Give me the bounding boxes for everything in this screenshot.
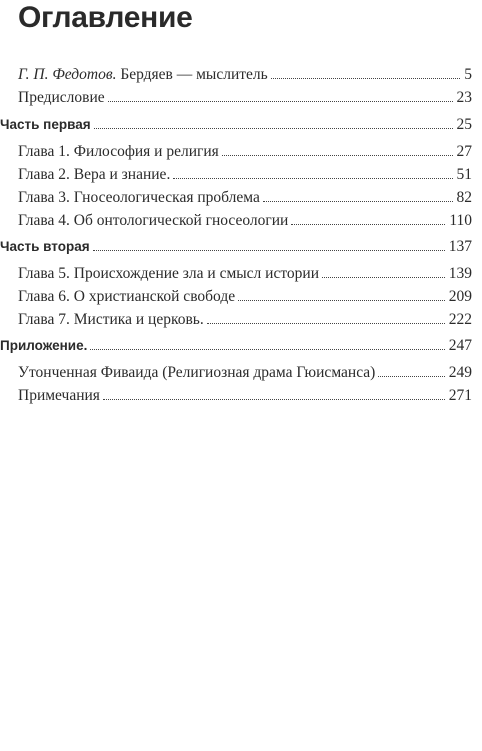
toc-entry-chapter-6[interactable] (18, 287, 472, 307)
toc-entry-chapter-7[interactable] (18, 310, 472, 330)
toc-page-number: 51 (456, 166, 472, 183)
toc-page-number: 247 (448, 337, 472, 354)
dot-leader (93, 250, 445, 251)
toc-entry-title: Утонченная Фиваида (Религиозная драма Гюисманса) (18, 364, 376, 381)
dot-leader (103, 399, 445, 400)
toc-entry-chapter-4[interactable] (18, 211, 472, 231)
dot-leader (207, 323, 445, 324)
toc-entry-chapter-5[interactable] (18, 264, 472, 284)
toc-entry-title: Глава 4. Об онтологической гносеологии (18, 212, 289, 229)
dot-leader (90, 349, 444, 350)
dot-leader (263, 201, 453, 202)
dot-leader (271, 78, 461, 79)
dot-leader (378, 376, 444, 377)
page-title: Оглавление (18, 1, 193, 34)
toc-entry-title: Предисловие (18, 89, 105, 106)
toc-page-number: 222 (448, 311, 472, 328)
toc-entry-thebaid[interactable] (18, 363, 472, 383)
dot-leader (322, 277, 445, 278)
toc-part-title: Часть вторая (0, 239, 90, 254)
toc-entry-chapter-2[interactable] (18, 165, 472, 185)
dot-leader (222, 155, 453, 156)
toc-entry-chapter-1[interactable] (18, 142, 472, 162)
toc-entry-chapter-3[interactable] (18, 188, 472, 208)
toc-entry-fedotov[interactable] (18, 65, 472, 85)
toc-page-number: 23 (456, 89, 472, 106)
toc-entry-title: Примечания (18, 387, 100, 404)
toc-entry-title: Глава 6. О христианской свободе (18, 288, 236, 305)
toc-entry-title: Глава 1. Философия и религия (18, 143, 219, 160)
toc-entry-title: Глава 7. Мистика и церковь. (18, 311, 204, 328)
toc-page-number: 25 (456, 116, 472, 133)
toc-page-number: 27 (456, 143, 472, 160)
toc-part-title: Приложение. (0, 338, 88, 353)
toc-entry-title: Бердяев — мыслитель (116, 66, 268, 83)
toc-entry-preface[interactable] (18, 88, 472, 108)
dot-leader (94, 128, 453, 129)
toc-entry-title: Глава 5. Происхождение зла и смысл истории (18, 265, 319, 282)
toc-page-number: 5 (464, 66, 472, 83)
toc-page-number: 209 (448, 288, 472, 305)
toc-page-number: 137 (448, 238, 472, 255)
dot-leader (291, 224, 445, 225)
toc-entry-title: Глава 3. Гносеологическая проблема (18, 189, 260, 206)
toc-part-two[interactable] (0, 237, 472, 257)
toc-page-number: 249 (448, 364, 472, 381)
dot-leader (108, 101, 453, 102)
toc-appendix[interactable] (0, 336, 472, 356)
toc-page-number: 82 (456, 189, 472, 206)
toc-page-number: 139 (448, 265, 472, 282)
dot-leader (238, 300, 445, 301)
toc-entry-title: Глава 2. Вера и знание. (18, 166, 171, 183)
toc-part-one[interactable] (0, 115, 472, 135)
dot-leader (173, 178, 452, 179)
toc-entry-notes[interactable] (18, 386, 472, 406)
toc-entry-author: Г. П. Федотов. (18, 66, 117, 83)
toc-page-number: 110 (449, 212, 472, 229)
toc-page-number: 271 (448, 387, 472, 404)
toc-part-title: Часть первая (0, 117, 91, 132)
